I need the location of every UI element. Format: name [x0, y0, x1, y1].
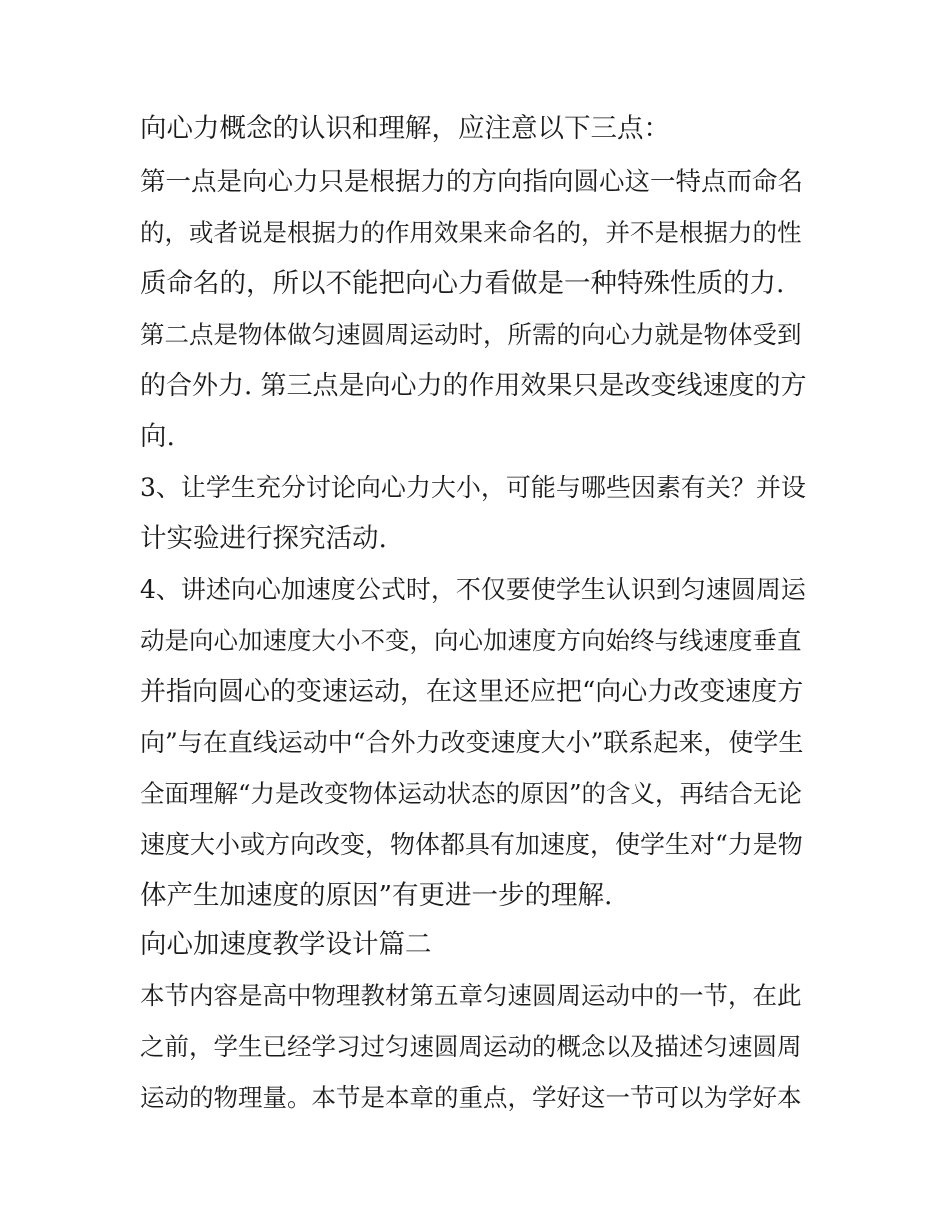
section-heading: 向心加速度教学设计篇二: [140, 929, 432, 960]
text-line: 计实验进行探究活动.: [140, 523, 387, 554]
text-line: 3、让学生充分讨论向心力大小，可能与哪些因素有关？并设: [140, 473, 806, 502]
text-line: 动是向心加速度大小不变，向心加速度方向始终与线速度垂直: [140, 626, 802, 655]
text-line: 之前，学生已经学习过匀速圆周运动的概念以及描述匀速圆周: [140, 1032, 802, 1061]
text-line: 第一点是向心力只是根据力的方向指向圆心这一特点而命名: [140, 167, 804, 197]
text-line: 4、讲述向心加速度公式时，不仅要使学生认识到匀速圆周运: [140, 575, 806, 604]
text-line: 第二点是物体做匀速圆周运动时，所需的向心力就是物体受到: [140, 320, 802, 349]
text-line: 速度大小或方向改变，物体都具有加速度，使学生对“力是物: [140, 830, 803, 859]
text-line: 向.: [140, 421, 175, 452]
text-line: 全面理解“力是改变物体运动状态的原因”的含义，再结合无论: [140, 779, 803, 808]
text-line: 并指向圆心的变速运动，在这里还应把“向心力改变速度方: [140, 677, 804, 707]
text-line: 体产生加速度的原因”有更进一步的理解.: [140, 880, 613, 911]
text-line: 向心力概念的认识和理解，应注意以下三点：: [140, 113, 670, 144]
text-line: 的合外力. 第三点是向心力的作用效果只是改变线速度的方: [140, 371, 807, 401]
text-line: 质命名的，所以不能把向心力看做是一种特殊性质的力.: [140, 268, 785, 299]
text-line: 的，或者说是根据力的作用效果来命名的，并不是根据力的性: [140, 218, 802, 247]
text-line: 向”与在直线运动中“合外力改变速度大小”联系起来，使学生: [140, 728, 804, 757]
text-line: 运动的物理量。本节是本章的重点，学好这一节可以为学好本: [140, 1083, 802, 1112]
text-line: 本节内容是高中物理教材第五章匀速圆周运动中的一节，在此: [140, 981, 802, 1010]
